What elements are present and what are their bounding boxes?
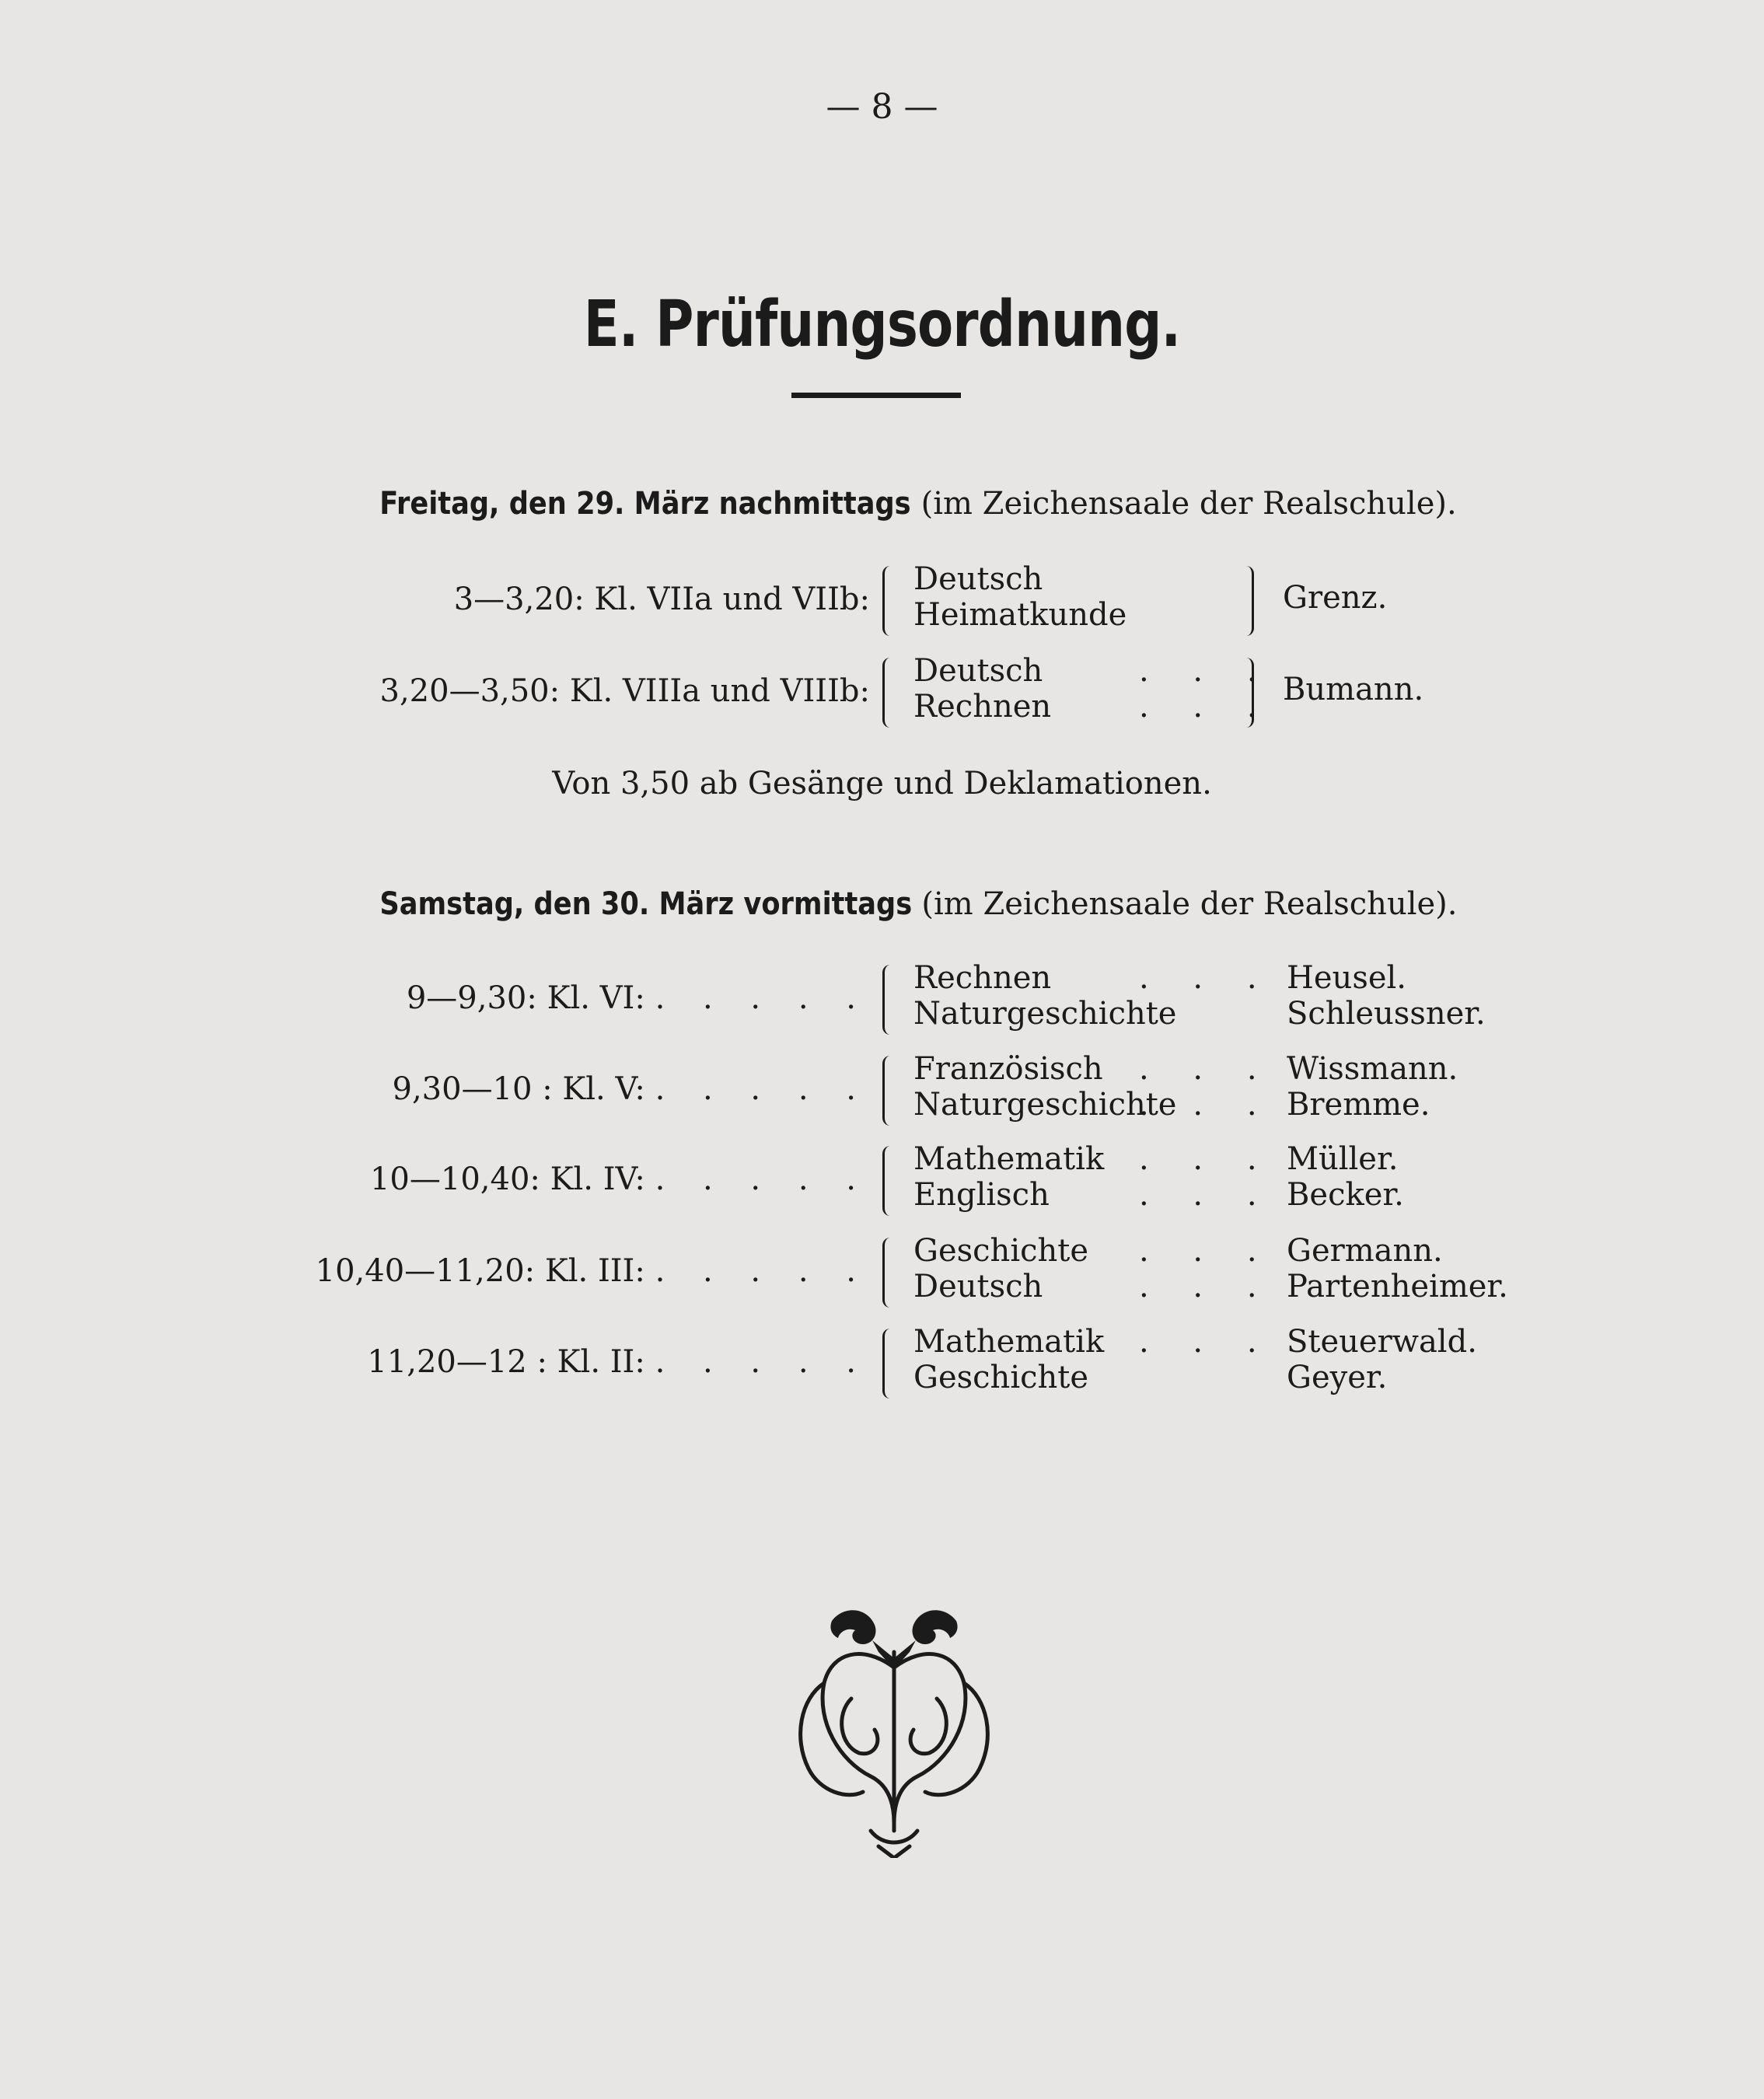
left-brace [882,1238,892,1308]
subject: Deutsch [913,561,1043,597]
subject: Geschichte [913,1360,1089,1395]
session-header-saturday [0,886,1764,922]
row-time-class: 10,40—11,20: Kl. III: . . . . . [315,1253,870,1289]
row-subjects: Mathematik . . . Englisch . . . [913,1141,1274,1213]
teacher: Schleussner. [1287,996,1486,1032]
schedule-row [0,1233,1764,1318]
teacher: Steuerwald. [1287,1324,1477,1360]
row-teachers [1287,960,1486,1032]
page-number: — 8 — [826,87,938,127]
row-teachers [1287,1051,1458,1123]
row-time-class: 3—3,20: Kl. VIIa und VIIb: [453,582,870,617]
row-time-class: 9,30—10 : Kl. V: . . . . . [392,1071,870,1107]
subject: Mathematik [913,1141,1105,1177]
row-teachers [1287,1141,1404,1213]
subject: Mathematik [913,1324,1105,1360]
left-brace [882,1146,892,1216]
left-brace [882,566,892,636]
row-subjects: Rechnen . . . Naturgeschichte [913,960,1274,1032]
subject: Rechnen [913,960,1052,996]
row-teachers [1287,1324,1477,1395]
session-place: (im Zeichensaale der Realschule). [921,886,1458,922]
session-place: (im Zeichensaale der Realschule). [920,486,1457,522]
teacher: Becker. [1287,1177,1404,1213]
teacher: Heusel. [1287,960,1407,996]
teacher: Wissmann. [1287,1051,1458,1087]
right-brace [1244,658,1254,728]
session-day: Freitag, den 29. März nachmittags [379,486,911,522]
teacher: Bumann. [1283,672,1424,707]
row-time-class: 9—9,30: Kl. VI: . . . . . [406,980,870,1016]
row-subjects [913,561,1240,633]
page-title: E. Prüfungsordnung. [583,288,1181,361]
teacher: Grenz. [1283,580,1388,616]
teacher: Geyer. [1287,1360,1388,1395]
right-brace [1244,566,1254,636]
session-header-friday [0,486,1764,522]
subject: Naturgeschichte [913,1087,1177,1123]
row-subjects: Geschichte . . . Deutsch . . . [913,1233,1274,1304]
schedule-row [0,1051,1764,1137]
heraldic-eagle-ornament [777,1598,1011,1858]
subject: Naturgeschichte [913,996,1177,1032]
row-subjects: Deutsch . . . Rechnen . . . [913,653,1274,725]
teacher: Partenheimer. [1287,1269,1508,1304]
schedule-row [0,1141,1764,1227]
subject: Französisch [913,1051,1103,1087]
row-teachers [1287,1233,1508,1304]
teacher: Müller. [1287,1141,1399,1177]
title-underline [791,393,961,398]
row-time-class: 10—10,40: Kl. IV: . . . . . [369,1161,870,1197]
left-brace [882,1329,892,1399]
row-time-class: 3,20—3,50: Kl. VIIIa und VIIIb: [379,673,870,709]
subject: Deutsch [913,653,1043,689]
session-note: Von 3,50 ab Gesänge und Deklamationen. [552,766,1212,802]
subject: Deutsch [913,1269,1043,1304]
left-brace [882,1056,892,1126]
subject: Geschichte [913,1233,1089,1269]
subject: Heimatkunde [913,597,1127,633]
schedule-row [0,1324,1764,1409]
row-subjects: Französisch . . . Naturgeschichte . . . [913,1051,1274,1123]
teacher: Bremme. [1287,1087,1430,1123]
left-brace [882,658,892,728]
left-brace [882,965,892,1035]
subject: Englisch [913,1177,1050,1213]
session-day: Samstag, den 30. März vormittags [379,886,912,922]
schedule-row [0,653,1764,739]
schedule-row [0,960,1764,1046]
teacher: Germann. [1287,1233,1443,1269]
schedule-row [0,561,1764,647]
subject: Rechnen [913,689,1052,725]
row-time-class: 11,20—12 : Kl. II: . . . . . [367,1344,870,1380]
row-subjects: Mathematik . . . Geschichte [913,1324,1274,1395]
